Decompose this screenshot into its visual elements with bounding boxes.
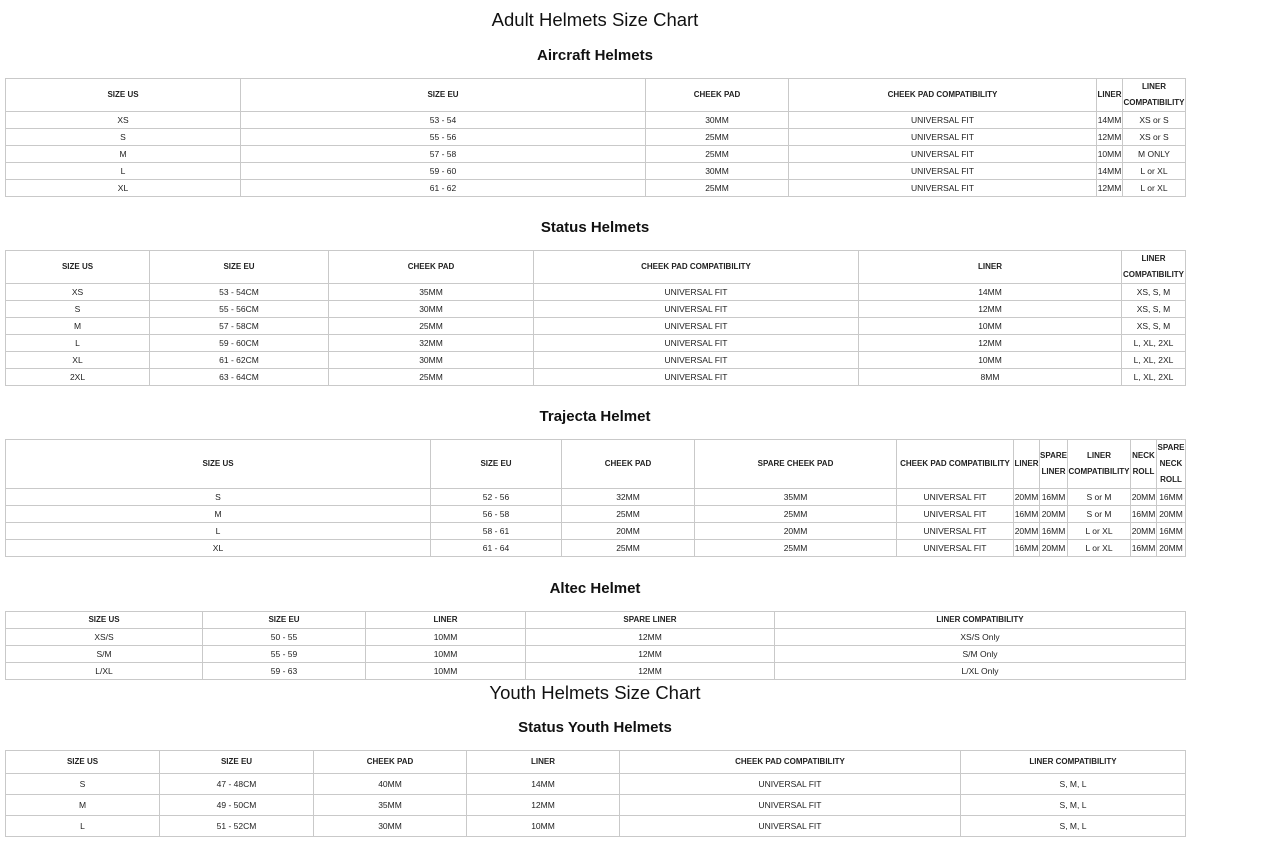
table-cell: 59 - 60 xyxy=(241,163,646,180)
table-cell: 47 - 48CM xyxy=(160,774,314,795)
column-header: LINER COMPATIBILITY xyxy=(775,612,1186,629)
table-cell: 8MM xyxy=(859,369,1122,386)
table-cell: 25MM xyxy=(562,506,695,523)
table-cell: 12MM xyxy=(467,795,620,816)
table-cell: S/M Only xyxy=(775,646,1186,663)
table-cell: 20MM xyxy=(695,523,897,540)
table-cell: 10MM xyxy=(1097,146,1123,163)
column-header: SIZE EU xyxy=(241,79,646,112)
table-row xyxy=(6,489,1186,506)
table-cell: 52 - 56 xyxy=(431,489,562,506)
table-cell: 30MM xyxy=(329,352,534,369)
table-cell: UNIVERSAL FIT xyxy=(789,180,1097,197)
table-cell: 16MM xyxy=(1131,540,1157,557)
table-cell: S xyxy=(6,301,150,318)
column-header: SPARE CHEEK PAD xyxy=(695,440,897,489)
table-cell: 55 - 56CM xyxy=(150,301,329,318)
table-cell: 59 - 63 xyxy=(203,663,366,680)
table-cell: 58 - 61 xyxy=(431,523,562,540)
table-cell: UNIVERSAL FIT xyxy=(897,506,1014,523)
table-cell: 57 - 58CM xyxy=(150,318,329,335)
table-cell: L or XL xyxy=(1068,540,1131,557)
column-header: LINER xyxy=(366,612,526,629)
table-row xyxy=(6,129,1186,146)
status-youth-title: Status Youth Helmets xyxy=(518,719,672,736)
table-cell: XS/S xyxy=(6,629,203,646)
table-cell: M ONLY xyxy=(1123,146,1186,163)
table-cell: UNIVERSAL FIT xyxy=(897,540,1014,557)
table-cell: 30MM xyxy=(329,301,534,318)
table-row xyxy=(6,523,1186,540)
altec-title: Altec Helmet xyxy=(549,580,641,597)
column-header: LINER xyxy=(859,251,1122,284)
table-cell: L or XL xyxy=(1123,163,1186,180)
table-cell: L xyxy=(6,523,431,540)
table-row xyxy=(6,369,1186,386)
table-cell: XS, S, M xyxy=(1122,301,1186,318)
table-cell: 25MM xyxy=(562,540,695,557)
table-cell: L xyxy=(6,816,160,837)
table-cell: UNIVERSAL FIT xyxy=(534,284,859,301)
table-cell: 25MM xyxy=(646,146,789,163)
column-header: SIZE EU xyxy=(203,612,366,629)
table-cell: 53 - 54 xyxy=(241,112,646,129)
column-header: CHEEK PAD COMPATIBILITY xyxy=(897,440,1014,489)
table-cell: 35MM xyxy=(329,284,534,301)
header-row xyxy=(6,440,1186,489)
table-cell: S/M xyxy=(6,646,203,663)
table-cell: S or M xyxy=(1068,489,1131,506)
column-header: CHEEK PAD xyxy=(314,751,467,774)
column-header: CHEEK PAD COMPATIBILITY xyxy=(620,751,961,774)
table-cell: 16MM xyxy=(1040,523,1068,540)
table-cell: 50 - 55 xyxy=(203,629,366,646)
table-cell: 14MM xyxy=(1097,112,1123,129)
table-cell: 32MM xyxy=(562,489,695,506)
table-cell: 51 - 52CM xyxy=(160,816,314,837)
table-cell: 16MM xyxy=(1040,489,1068,506)
table-row xyxy=(6,163,1186,180)
table-cell: UNIVERSAL FIT xyxy=(534,335,859,352)
table-cell: L, XL, 2XL xyxy=(1122,335,1186,352)
header-row xyxy=(6,251,1186,284)
table-cell: S xyxy=(6,489,431,506)
table-row xyxy=(6,774,1186,795)
table-cell: 14MM xyxy=(1097,163,1123,180)
table-cell: L or XL xyxy=(1123,180,1186,197)
table-cell: UNIVERSAL FIT xyxy=(534,301,859,318)
table-cell: M xyxy=(6,795,160,816)
table-cell: 14MM xyxy=(859,284,1122,301)
table-cell: UNIVERSAL FIT xyxy=(897,523,1014,540)
column-header: LINER COMPATIBILITY xyxy=(1123,79,1186,112)
table-cell: 14MM xyxy=(467,774,620,795)
table-row xyxy=(6,540,1186,557)
column-header: SIZE EU xyxy=(431,440,562,489)
table-cell: S xyxy=(6,129,241,146)
table-cell: 20MM xyxy=(1157,540,1186,557)
youth-chart-title: Youth Helmets Size Chart xyxy=(489,682,701,703)
column-header: LINER COMPATIBILITY xyxy=(961,751,1186,774)
header-row xyxy=(6,79,1186,112)
table-cell: UNIVERSAL FIT xyxy=(789,129,1097,146)
table-cell: 35MM xyxy=(695,489,897,506)
column-header: CHEEK PAD COMPATIBILITY xyxy=(534,251,859,284)
table-cell: XS, S, M xyxy=(1122,284,1186,301)
column-header: SIZE EU xyxy=(150,251,329,284)
column-header: NECK ROLL xyxy=(1131,440,1157,489)
table-cell: 59 - 60CM xyxy=(150,335,329,352)
table-cell: XS or S xyxy=(1123,112,1186,129)
header-row xyxy=(6,612,1186,629)
table-cell: UNIVERSAL FIT xyxy=(789,146,1097,163)
table-cell: 10MM xyxy=(859,352,1122,369)
table-cell: S xyxy=(6,774,160,795)
table-cell: XS/S Only xyxy=(775,629,1186,646)
table-cell: 57 - 58 xyxy=(241,146,646,163)
altec-size-table xyxy=(5,611,1186,680)
column-header: LINER xyxy=(1097,79,1123,112)
table-cell: XL xyxy=(6,180,241,197)
table-row xyxy=(6,301,1186,318)
aircraft-size-table xyxy=(5,78,1186,197)
column-header: SIZE US xyxy=(6,251,150,284)
table-cell: 30MM xyxy=(646,163,789,180)
table-cell: 32MM xyxy=(329,335,534,352)
table-cell: 30MM xyxy=(314,816,467,837)
table-cell: 12MM xyxy=(526,646,775,663)
table-cell: 16MM xyxy=(1014,540,1040,557)
table-row xyxy=(6,646,1186,663)
table-cell: 20MM xyxy=(1014,523,1040,540)
table-cell: 16MM xyxy=(1157,489,1186,506)
column-header: LINER xyxy=(1014,440,1040,489)
table-cell: XS or S xyxy=(1123,129,1186,146)
table-cell: UNIVERSAL FIT xyxy=(620,795,961,816)
column-header: CHEEK PAD xyxy=(646,79,789,112)
table-cell: 61 - 62 xyxy=(241,180,646,197)
table-cell: 20MM xyxy=(562,523,695,540)
table-cell: 61 - 64 xyxy=(431,540,562,557)
table-cell: S or M xyxy=(1068,506,1131,523)
table-cell: L xyxy=(6,335,150,352)
table-cell: 55 - 56 xyxy=(241,129,646,146)
table-row xyxy=(6,180,1186,197)
table-row xyxy=(6,352,1186,369)
table-row xyxy=(6,318,1186,335)
aircraft-title: Aircraft Helmets xyxy=(537,47,653,64)
table-cell: 16MM xyxy=(1157,523,1186,540)
table-cell: 10MM xyxy=(859,318,1122,335)
table-cell: 20MM xyxy=(1131,523,1157,540)
column-header: CHEEK PAD xyxy=(562,440,695,489)
table-cell: UNIVERSAL FIT xyxy=(534,318,859,335)
table-cell: XS xyxy=(6,112,241,129)
trajecta-title: Trajecta Helmet xyxy=(539,408,651,425)
table-cell: UNIVERSAL FIT xyxy=(789,112,1097,129)
column-header: CHEEK PAD xyxy=(329,251,534,284)
table-cell: M xyxy=(6,318,150,335)
table-cell: XS xyxy=(6,284,150,301)
table-cell: S, M, L xyxy=(961,795,1186,816)
table-cell: S, M, L xyxy=(961,816,1186,837)
table-cell: 10MM xyxy=(366,663,526,680)
table-cell: 12MM xyxy=(859,301,1122,318)
table-cell: XL xyxy=(6,352,150,369)
table-cell: 20MM xyxy=(1131,489,1157,506)
table-cell: L, XL, 2XL xyxy=(1122,352,1186,369)
table-cell: 20MM xyxy=(1040,540,1068,557)
table-row xyxy=(6,506,1186,523)
column-header: SPARE LINER xyxy=(1040,440,1068,489)
table-row xyxy=(6,112,1186,129)
table-cell: UNIVERSAL FIT xyxy=(789,163,1097,180)
table-row xyxy=(6,629,1186,646)
table-cell: 16MM xyxy=(1014,506,1040,523)
table-cell: 25MM xyxy=(695,540,897,557)
table-cell: 49 - 50CM xyxy=(160,795,314,816)
table-cell: 10MM xyxy=(467,816,620,837)
table-cell: 10MM xyxy=(366,646,526,663)
table-cell: 53 - 54CM xyxy=(150,284,329,301)
table-cell: 35MM xyxy=(314,795,467,816)
table-cell: S, M, L xyxy=(961,774,1186,795)
table-cell: 12MM xyxy=(526,629,775,646)
header-row xyxy=(6,751,1186,774)
column-header: SPARE NECK ROLL xyxy=(1157,440,1186,489)
table-cell: XS, S, M xyxy=(1122,318,1186,335)
status-youth-size-table xyxy=(5,750,1186,837)
column-header: LINER COMPATIBILITY xyxy=(1068,440,1131,489)
table-cell: 2XL xyxy=(6,369,150,386)
table-cell: 40MM xyxy=(314,774,467,795)
table-cell: 63 - 64CM xyxy=(150,369,329,386)
table-cell: 61 - 62CM xyxy=(150,352,329,369)
table-cell: 20MM xyxy=(1040,506,1068,523)
table-cell: 25MM xyxy=(646,180,789,197)
table-cell: UNIVERSAL FIT xyxy=(620,816,961,837)
table-cell: 30MM xyxy=(646,112,789,129)
table-cell: 12MM xyxy=(859,335,1122,352)
adult-chart-title: Adult Helmets Size Chart xyxy=(491,9,699,30)
column-header: SIZE US xyxy=(6,440,431,489)
table-cell: L/XL Only xyxy=(775,663,1186,680)
table-row xyxy=(6,816,1186,837)
column-header: SIZE EU xyxy=(160,751,314,774)
table-row xyxy=(6,663,1186,680)
table-cell: 10MM xyxy=(366,629,526,646)
column-header: SIZE US xyxy=(6,751,160,774)
table-cell: 25MM xyxy=(646,129,789,146)
table-cell: 20MM xyxy=(1157,506,1186,523)
table-cell: L xyxy=(6,163,241,180)
column-header: SPARE LINER xyxy=(526,612,775,629)
table-cell: UNIVERSAL FIT xyxy=(620,774,961,795)
table-cell: 16MM xyxy=(1131,506,1157,523)
table-cell: UNIVERSAL FIT xyxy=(534,369,859,386)
table-cell: 55 - 59 xyxy=(203,646,366,663)
status-size-table xyxy=(5,250,1186,386)
trajecta-size-table xyxy=(5,439,1186,557)
column-header: SIZE US xyxy=(6,79,241,112)
table-cell: 56 - 58 xyxy=(431,506,562,523)
table-cell: M xyxy=(6,506,431,523)
table-row xyxy=(6,335,1186,352)
table-cell: 12MM xyxy=(1097,180,1123,197)
table-cell: L, XL, 2XL xyxy=(1122,369,1186,386)
column-header: SIZE US xyxy=(6,612,203,629)
table-row xyxy=(6,795,1186,816)
table-cell: UNIVERSAL FIT xyxy=(897,489,1014,506)
table-cell: 12MM xyxy=(1097,129,1123,146)
status-title: Status Helmets xyxy=(540,219,650,236)
column-header: LINER COMPATIBILITY xyxy=(1122,251,1186,284)
column-header: CHEEK PAD COMPATIBILITY xyxy=(789,79,1097,112)
table-cell: 20MM xyxy=(1014,489,1040,506)
table-cell: UNIVERSAL FIT xyxy=(534,352,859,369)
table-row xyxy=(6,284,1186,301)
table-cell: 25MM xyxy=(329,369,534,386)
table-cell: L/XL xyxy=(6,663,203,680)
table-cell: M xyxy=(6,146,241,163)
table-cell: 12MM xyxy=(526,663,775,680)
table-row xyxy=(6,146,1186,163)
table-cell: 25MM xyxy=(695,506,897,523)
table-cell: L or XL xyxy=(1068,523,1131,540)
column-header: LINER xyxy=(467,751,620,774)
table-cell: 25MM xyxy=(329,318,534,335)
table-cell: XL xyxy=(6,540,431,557)
